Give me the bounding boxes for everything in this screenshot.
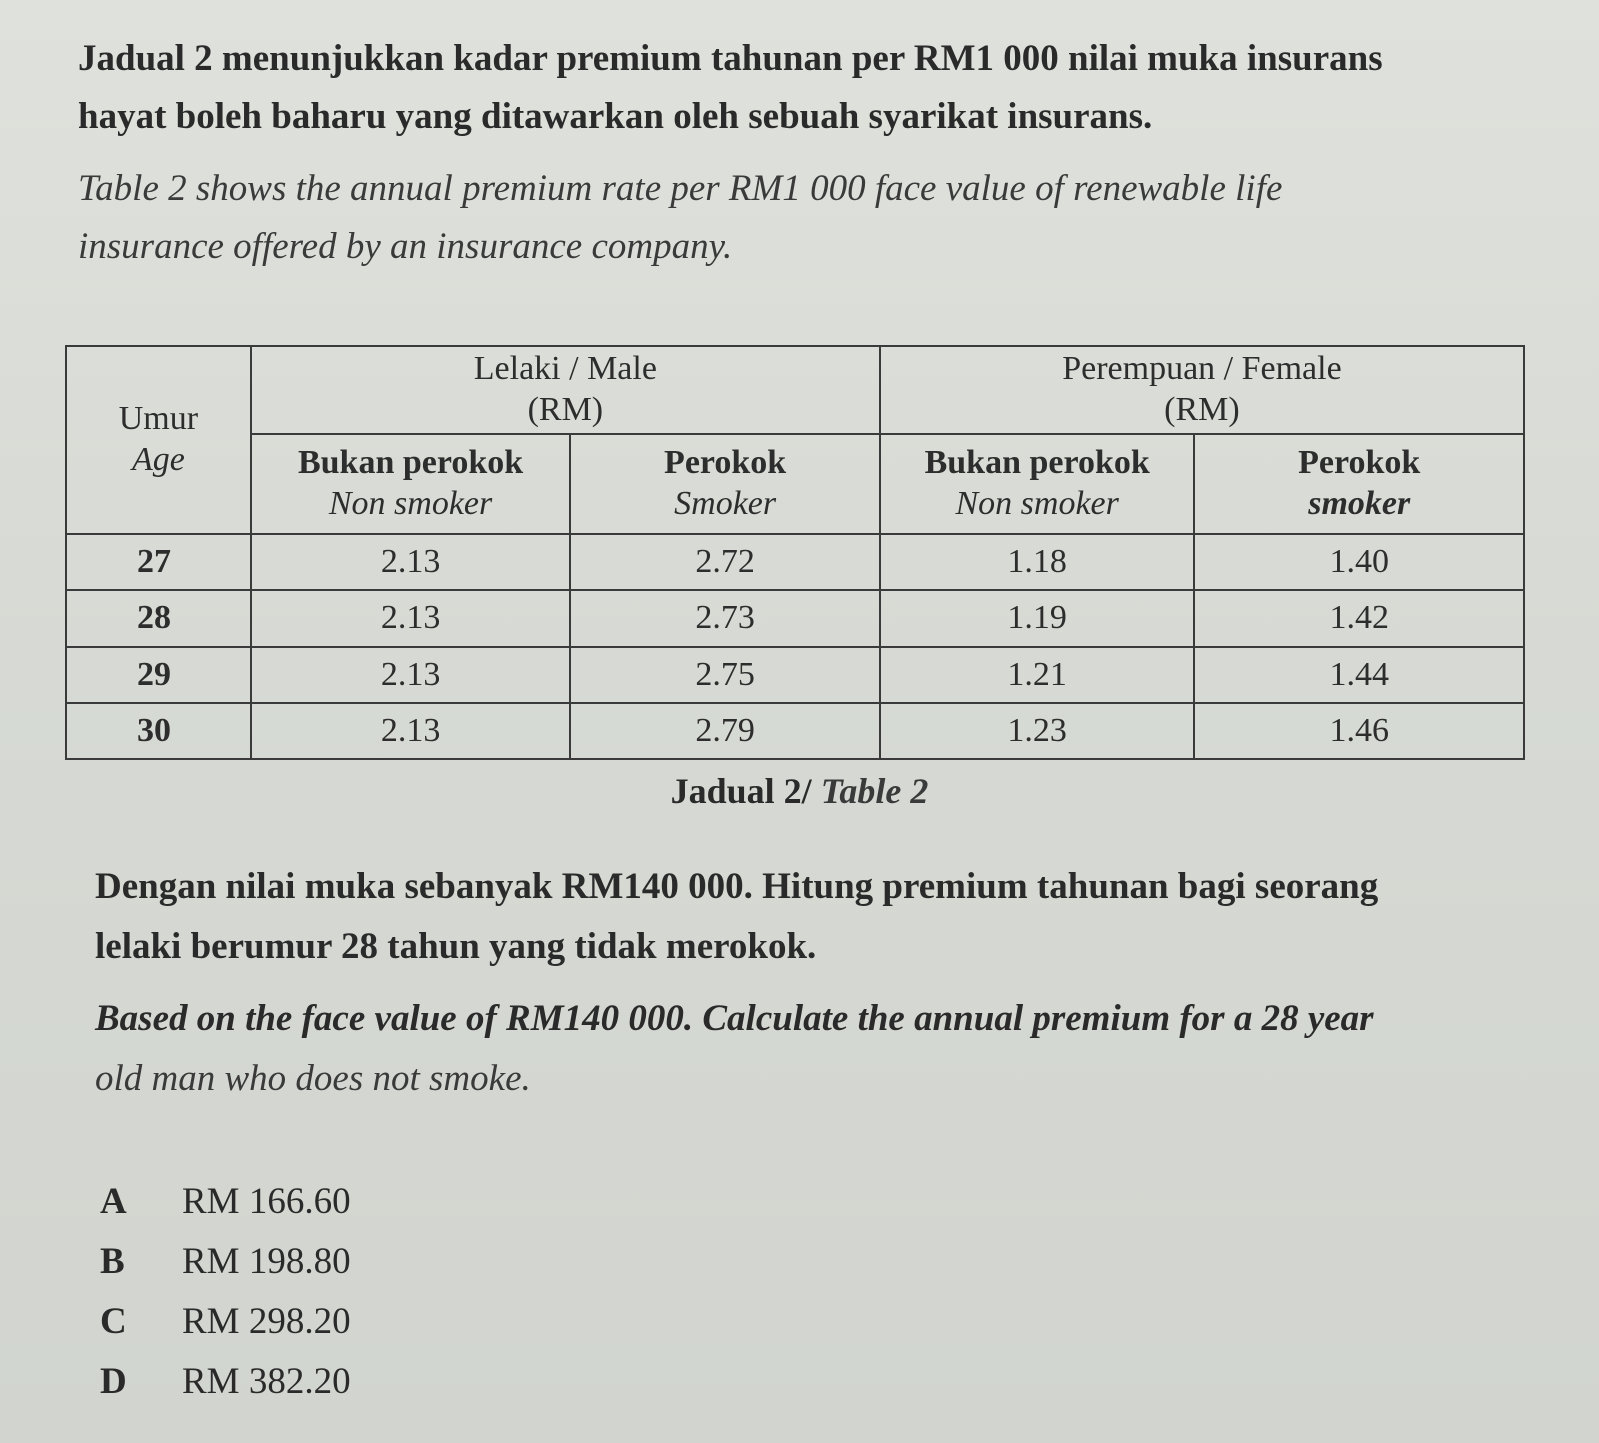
- intro-malay-line-1: Jadual 2 menunjukkan kadar premium tahunan per RM1 000 nilai muka insurans: [78, 38, 1383, 79]
- table-row: [66, 590, 1524, 646]
- age-cell: 30: [66, 703, 251, 759]
- option-letter: B: [100, 1241, 125, 1282]
- male-non-smoker-header: [251, 434, 571, 534]
- male-smoker-malay: Perokok: [664, 444, 787, 482]
- table-caption: [0, 770, 1599, 812]
- female-smoker-header: [1194, 434, 1524, 534]
- option-d[interactable]: [100, 1360, 351, 1403]
- option-text: RM 198.80: [182, 1241, 351, 1282]
- question-english-line-2: old man who does not smoke.: [95, 1058, 531, 1099]
- female-non-smoker-rate: 1.23: [880, 703, 1195, 759]
- male-smoker-rate: 2.72: [570, 534, 880, 590]
- male-non-smoker-rate: 2.13: [251, 703, 571, 759]
- age-header-malay: Umur: [118, 400, 199, 438]
- table-caption-english: Table 2: [820, 771, 929, 811]
- option-letter: C: [100, 1301, 127, 1342]
- female-non-smoker-english: Non smoker: [955, 485, 1119, 522]
- table-row: [66, 534, 1524, 590]
- male-non-smoker-rate: 2.13: [251, 590, 571, 646]
- premium-rate-table: [65, 345, 1525, 760]
- female-smoker-rate: 1.44: [1194, 647, 1524, 703]
- male-non-smoker-malay: Bukan perokok: [297, 444, 524, 482]
- intro-english-line-2: insurance offered by an insurance company.: [78, 226, 733, 267]
- female-smoker-rate: 1.40: [1194, 534, 1524, 590]
- option-text: RM 382.20: [182, 1361, 351, 1402]
- age-header-english: Age: [131, 441, 185, 478]
- age-header: [66, 346, 251, 534]
- question-malay-line-2: lelaki berumur 28 tahun yang tidak merokok.: [95, 926, 817, 967]
- male-smoker-rate: 2.75: [570, 647, 880, 703]
- option-letter: D: [100, 1361, 127, 1402]
- female-smoker-english: smoker: [1308, 485, 1411, 522]
- male-header: [251, 346, 880, 434]
- age-cell: 27: [66, 534, 251, 590]
- option-a[interactable]: [100, 1180, 351, 1223]
- female-non-smoker-rate: 1.19: [880, 590, 1195, 646]
- table-row: [66, 703, 1524, 759]
- female-smoker-malay: Perokok: [1298, 444, 1421, 482]
- male-non-smoker-rate: 2.13: [251, 534, 571, 590]
- female-non-smoker-malay: Bukan perokok: [924, 444, 1150, 482]
- option-c[interactable]: [100, 1300, 351, 1343]
- female-non-smoker-rate: 1.18: [880, 534, 1195, 590]
- female-header-label: Perempuan / Female: [1062, 350, 1342, 388]
- option-b[interactable]: [100, 1240, 351, 1283]
- female-header: [880, 346, 1524, 434]
- female-smoker-rate: 1.46: [1194, 703, 1524, 759]
- option-text: RM 298.20: [182, 1301, 351, 1342]
- male-non-smoker-english: Non smoker: [328, 485, 493, 522]
- female-smoker-rate: 1.42: [1194, 590, 1524, 646]
- intro-malay-line-2: hayat boleh baharu yang ditawarkan oleh sebuah syarikat insurans.: [78, 96, 1153, 137]
- table-caption-malay: Jadual 2/: [670, 771, 812, 811]
- male-smoker-rate: 2.79: [570, 703, 880, 759]
- female-unit: (RM): [1164, 391, 1240, 428]
- male-smoker-rate: 2.73: [570, 590, 880, 646]
- female-non-smoker-rate: 1.21: [880, 647, 1195, 703]
- intro-english-line-1: Table 2 shows the annual premium rate per RM1 000 face value of renewable life: [78, 168, 1283, 209]
- male-smoker-english: Smoker: [674, 485, 777, 522]
- age-cell: 28: [66, 590, 251, 646]
- female-non-smoker-header: [880, 434, 1195, 534]
- age-cell: 29: [66, 647, 251, 703]
- question-english-line-1: Based on the face value of RM140 000. Calculate the annual premium for a 28 year: [95, 998, 1374, 1039]
- male-smoker-header: [570, 434, 880, 534]
- option-letter: A: [100, 1181, 127, 1222]
- table-row: [66, 647, 1524, 703]
- male-unit: (RM): [527, 391, 604, 428]
- option-text: RM 166.60: [182, 1181, 351, 1222]
- male-non-smoker-rate: 2.13: [251, 647, 571, 703]
- male-header-label: Lelaki / Male: [473, 350, 657, 388]
- question-malay-line-1: Dengan nilai muka sebanyak RM140 000. Hitung premium tahunan bagi seorang: [95, 866, 1379, 907]
